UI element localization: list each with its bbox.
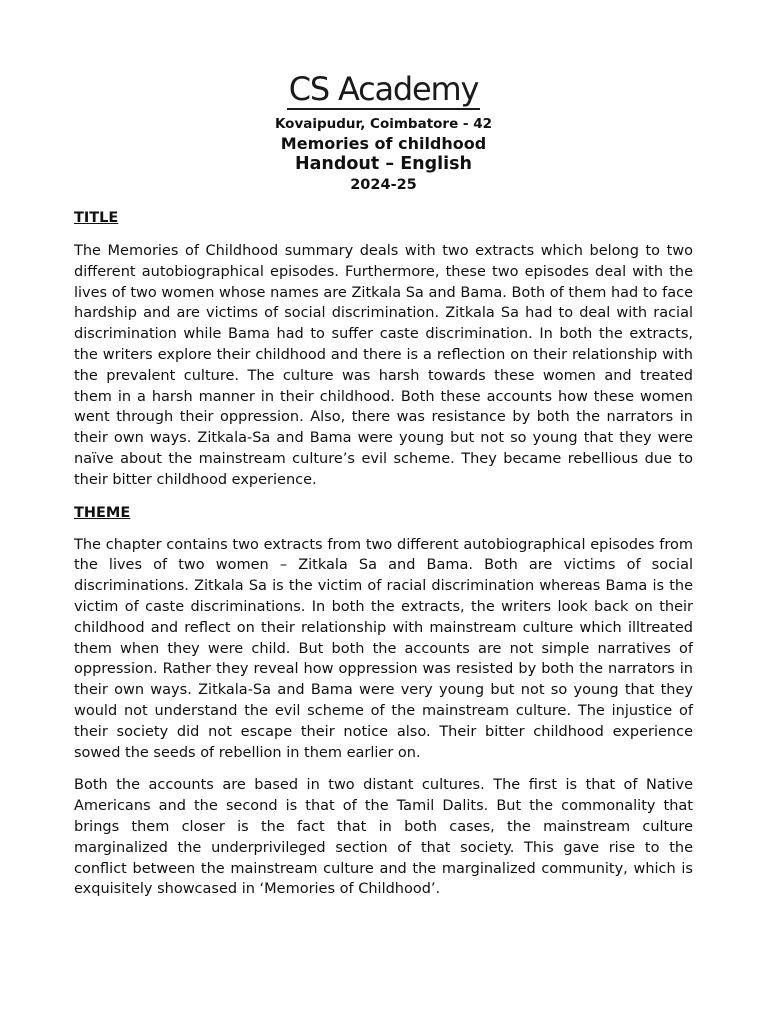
handout-page [74,70,693,900]
school-location: Kovaipudur, Coimbatore - 42 [274,116,493,132]
handout-label: Handout – English [294,154,473,174]
theme-section-paragraph-1: The chapter contains two extracts from two different autobiographical episodes from the lives of two women – Zitkala Sa and Bama. Both are victims of social discriminations. Zitkala Sa is the victim of racial discrimination whereas Bama is the victim of caste discriminations. In both the extracts, the writers look back on their childhood and reflect on their relationship with mainstream culture which illtreated them when they were child. But both the accounts are not simple narratives of oppression. Rather they reveal how oppression was resisted by both the narrators in their own ways. Zitkala-Sa and Bama were very young but not so young that they would not understand the evil scheme of the mainstream culture. The injustice of their society did not escape their notice also. Their bitter childhood experience sowed the seeds of rebellion in them earlier on. [74,536,693,761]
theme-section-heading: THEME [74,504,131,521]
title-section-paragraph: The Memories of Childhood summary deals with two extracts which belong to two different autobiographical episodes. Furthermore, these two episodes deal with the lives of two women whose names are Zitkala Sa and Bama. Both of them had to face hardship and are victims of social discrimination. Zitkala Sa had to deal with racial discrimination while Bama had to suffer caste discrimination. In both the extracts, the writers explore their childhood and there is a reflection on their relationship with the prevalent culture. The culture was harsh towards these women and treated them in a harsh manner in their childhood. Both these accounts how these women went through their oppression. Also, there was resistance by both the narrators in their own ways. Zitkala-Sa and Bama were young but not so young that they were naïve about the mainstream culture’s evil scheme. They became rebellious due to their bitter childhood experience. [74,243,693,488]
chapter-title: Memories of childhood [280,134,487,153]
cs-academy-logo: CS Academy [288,70,479,108]
academic-year: 2024-25 [350,177,417,193]
theme-section-paragraph-2: Both the accounts are based in two distant cultures. The first is that of Native Americans and the second is that of the Tamil Dalits. But the commonality that brings them closer is the fact that in both cases, the mainstream culture marginalized the underprivileged section of that society. This gave rise to the conflict between the mainstream culture and the marginalized community, which is exquisitely showcased in ‘Memories of Childhood’. [74,777,693,898]
document-header [74,70,693,195]
title-section-heading: TITLE [74,210,119,226]
